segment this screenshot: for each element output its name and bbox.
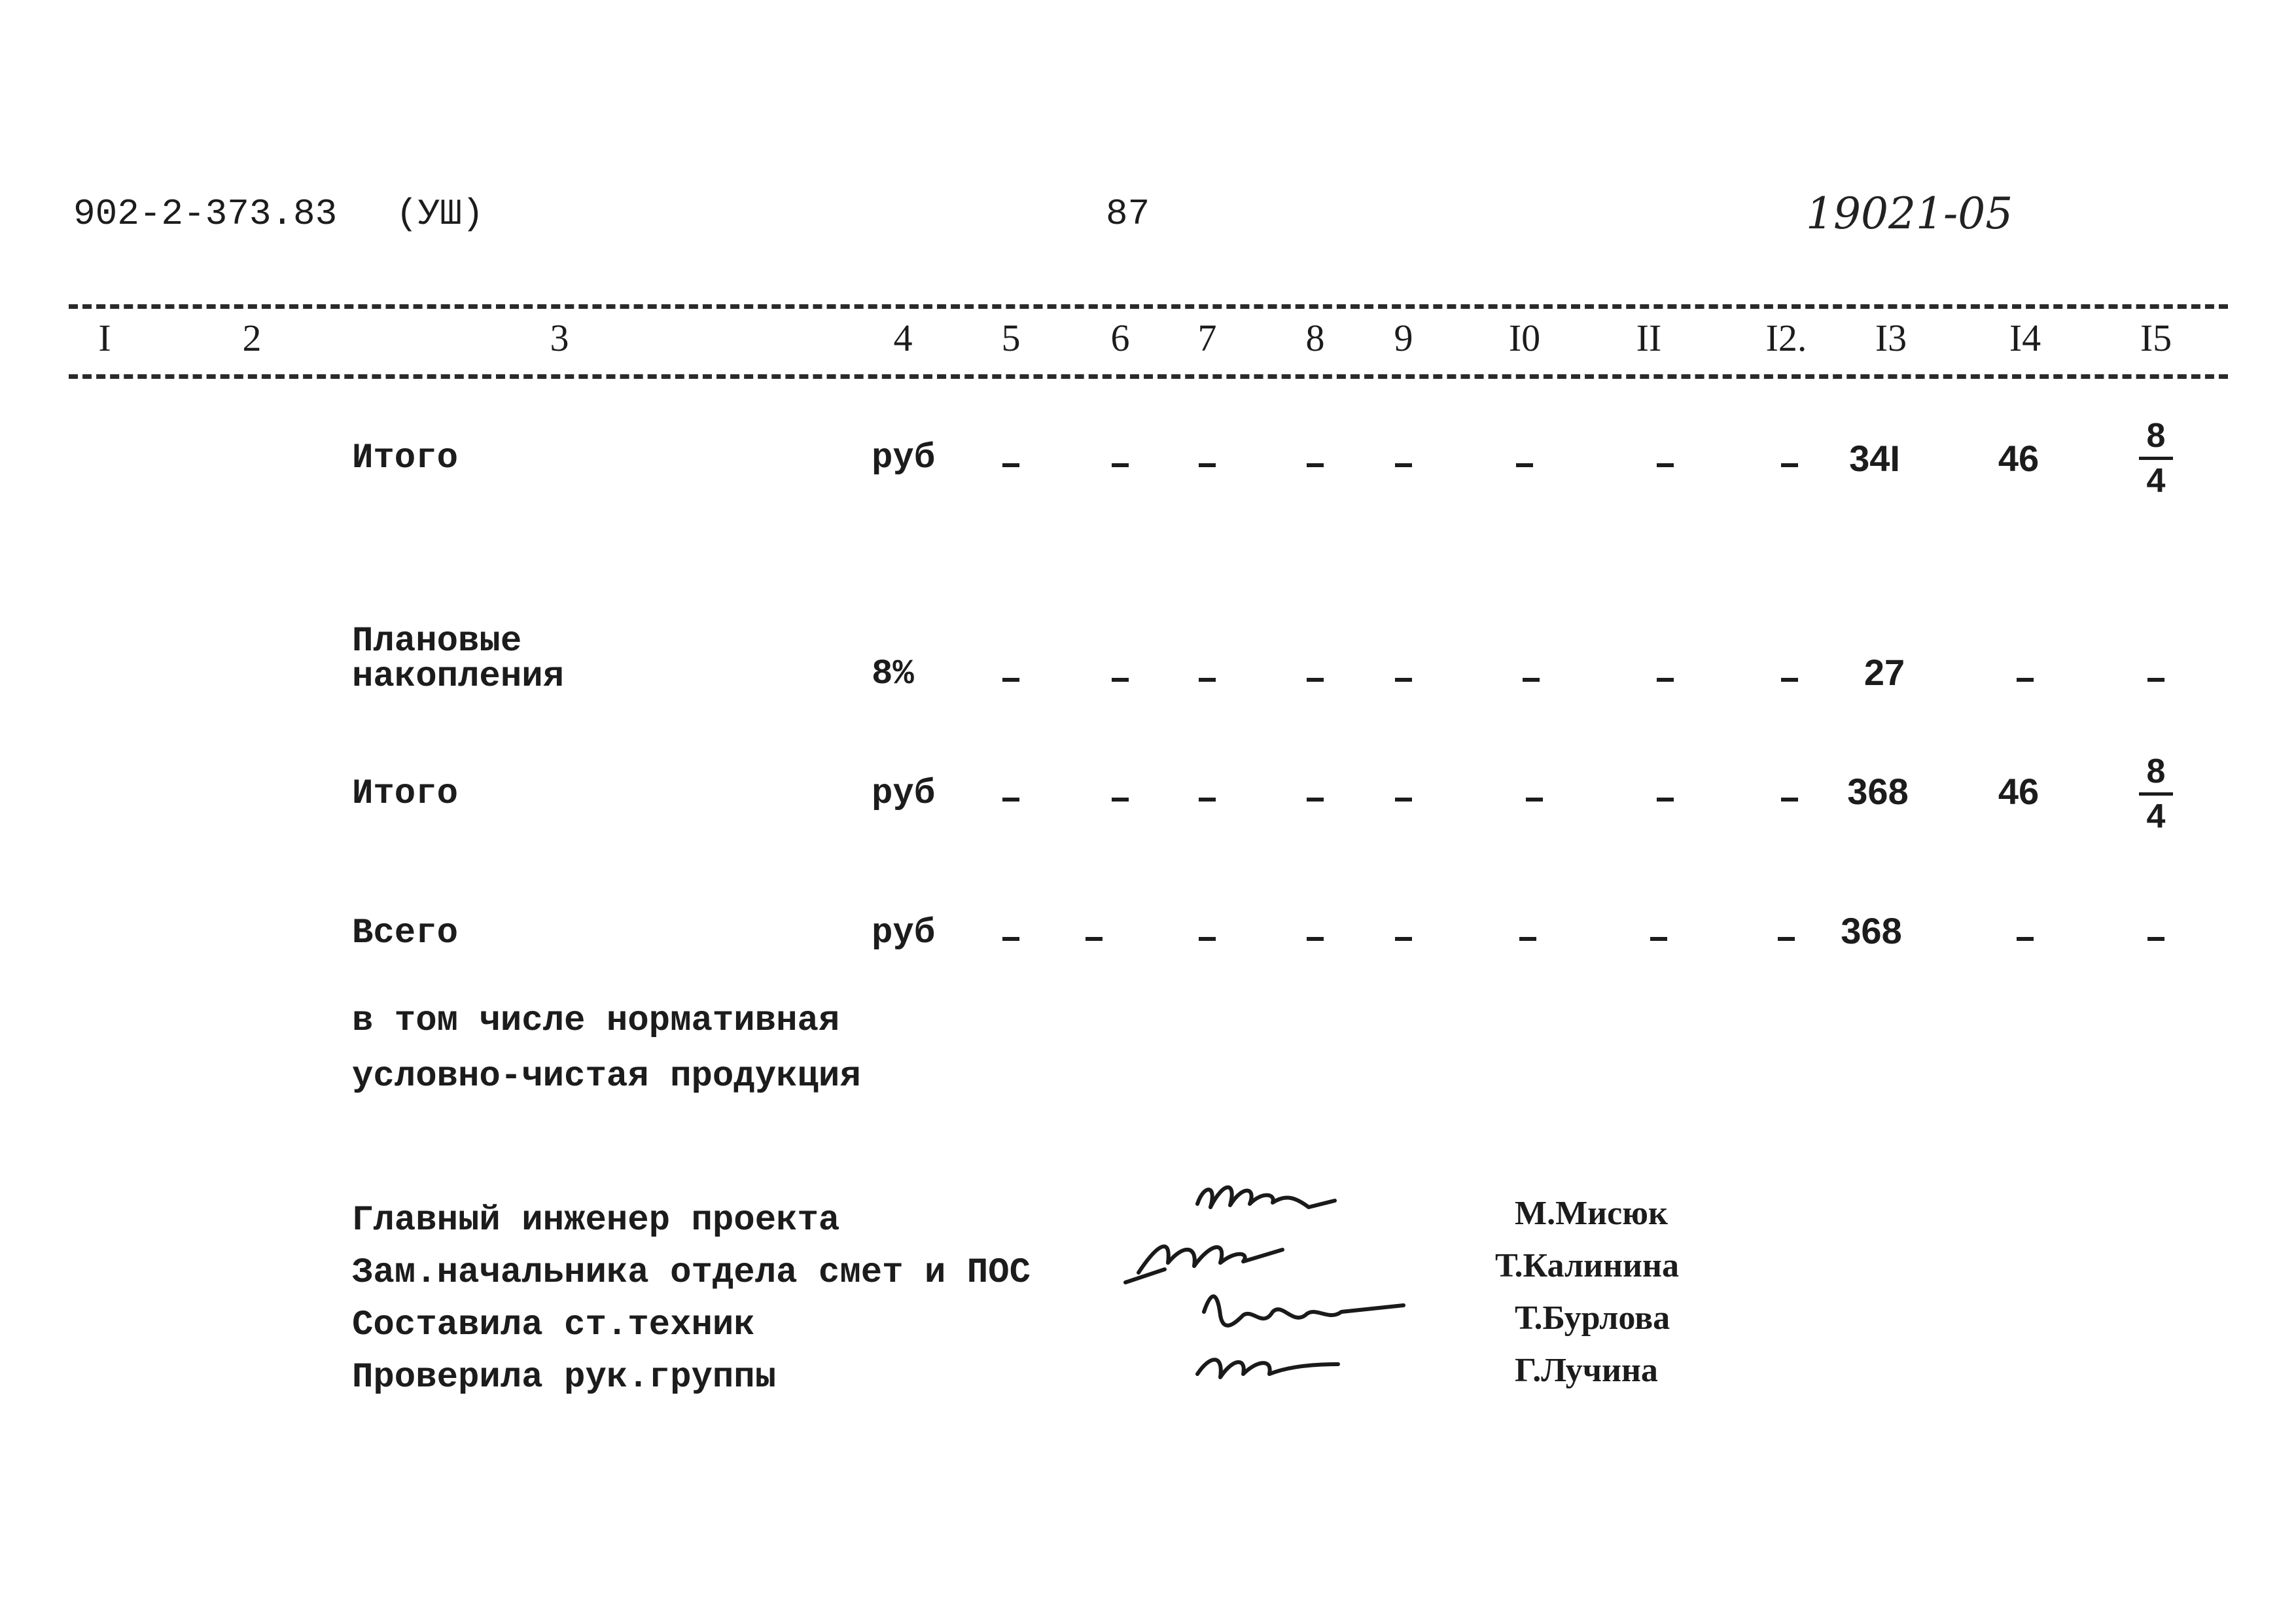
- empty-dash: [1657, 678, 1674, 682]
- note-line: условно-чистая продукция: [352, 1057, 861, 1097]
- empty-dash: [1523, 678, 1540, 682]
- cell-col14-dash: [2017, 937, 2034, 941]
- empty-dash: [1199, 937, 1216, 941]
- column-number: I5: [2140, 317, 2172, 359]
- fraction-numerator: 8: [2146, 752, 2166, 790]
- signer-name: Т.Калинина: [1495, 1247, 1679, 1284]
- column-number: I2.: [1765, 317, 1807, 359]
- empty-dash: [1781, 463, 1798, 467]
- signer-role: Составила ст.техник: [352, 1305, 755, 1345]
- signer-role: Главный инженер проекта: [352, 1201, 840, 1241]
- column-number: 8: [1305, 317, 1325, 359]
- cell-col14: 46: [1998, 771, 2040, 812]
- row-label-line1: Плановые: [352, 622, 522, 661]
- row-unit: руб: [872, 774, 936, 814]
- empty-dash: [1395, 678, 1412, 682]
- column-number: 3: [550, 317, 569, 359]
- column-number: 6: [1110, 317, 1130, 359]
- empty-dash: [1002, 678, 1019, 682]
- empty-dash: [1519, 937, 1536, 941]
- row-unit: 8%: [872, 654, 914, 694]
- header-bottom-rule: [69, 374, 2228, 379]
- header-top-rule: [69, 304, 2228, 309]
- empty-dash: [1199, 798, 1216, 802]
- empty-dash: [1307, 798, 1324, 802]
- empty-dash: [1516, 463, 1533, 467]
- page-number: 87: [1106, 193, 1150, 235]
- cell-col13: 34I: [1849, 438, 1900, 479]
- archive-number: 19021-05: [1806, 188, 2013, 239]
- empty-dash: [1781, 798, 1798, 802]
- column-number: 7: [1197, 317, 1217, 359]
- fraction-bar: [2139, 457, 2173, 460]
- empty-dash: [1002, 798, 1019, 802]
- cell-col13: 27: [1863, 652, 1905, 693]
- handwritten-signatures: [1112, 1158, 1439, 1394]
- row-label: Всего: [352, 913, 459, 953]
- cell-col15-dash: [2147, 937, 2164, 941]
- empty-dash: [1395, 937, 1412, 941]
- column-number: I4: [2009, 317, 2041, 359]
- empty-dash: [1199, 463, 1216, 467]
- empty-dash: [1307, 937, 1324, 941]
- document-code: 902-2-373.83: [73, 193, 338, 235]
- column-number: 4: [893, 317, 913, 359]
- fraction-bar: [2139, 792, 2173, 796]
- column-number: I3: [1875, 317, 1907, 359]
- empty-dash: [1112, 463, 1129, 467]
- empty-dash: [1657, 798, 1674, 802]
- row-label: Итого: [352, 774, 459, 814]
- column-number: I: [98, 317, 111, 359]
- fraction-denominator: 4: [2146, 462, 2166, 500]
- empty-dash: [1002, 463, 1019, 467]
- signer-name: Т.Бурлова: [1515, 1299, 1670, 1337]
- empty-dash: [1395, 798, 1412, 802]
- signer-role: Зам.начальника отдела смет и ПОС: [352, 1253, 1031, 1293]
- cell-col15-fraction: [2136, 754, 2176, 834]
- signer-role: Проверила рук.группы: [352, 1358, 777, 1398]
- fraction-numerator: 8: [2146, 417, 2166, 455]
- empty-dash: [1199, 678, 1216, 682]
- column-number: II: [1636, 317, 1662, 359]
- empty-dash: [1086, 937, 1103, 941]
- cell-col13: 368: [1841, 910, 1902, 951]
- column-number: I0: [1508, 317, 1541, 359]
- row-unit: руб: [872, 913, 936, 953]
- empty-dash: [1650, 937, 1667, 941]
- empty-dash: [1002, 937, 1019, 941]
- note-line: в том числе нормативная: [352, 1001, 840, 1041]
- row-unit: руб: [872, 438, 936, 478]
- cell-col14: 46: [1998, 438, 2040, 479]
- cell-col15-fraction: [2136, 419, 2176, 498]
- row-label: Итого: [352, 438, 459, 478]
- column-number: 5: [1001, 317, 1021, 359]
- empty-dash: [1307, 463, 1324, 467]
- row-label-line2: накопления: [352, 657, 565, 697]
- signer-name: Г.Лучина: [1515, 1352, 1658, 1389]
- fraction-denominator: 4: [2146, 798, 2166, 836]
- column-number: 2: [242, 317, 262, 359]
- empty-dash: [1781, 678, 1798, 682]
- empty-dash: [1526, 798, 1543, 802]
- document-volume: (УШ): [396, 193, 484, 235]
- column-number: 9: [1394, 317, 1413, 359]
- cell-col14-dash: [2017, 678, 2034, 682]
- empty-dash: [1112, 798, 1129, 802]
- cell-col15-dash: [2147, 678, 2164, 682]
- signer-name: М.Мисюк: [1515, 1195, 1668, 1232]
- cell-col13: 368: [1847, 771, 1909, 812]
- empty-dash: [1395, 463, 1412, 467]
- empty-dash: [1307, 678, 1324, 682]
- empty-dash: [1657, 463, 1674, 467]
- empty-dash: [1112, 678, 1129, 682]
- empty-dash: [1778, 937, 1795, 941]
